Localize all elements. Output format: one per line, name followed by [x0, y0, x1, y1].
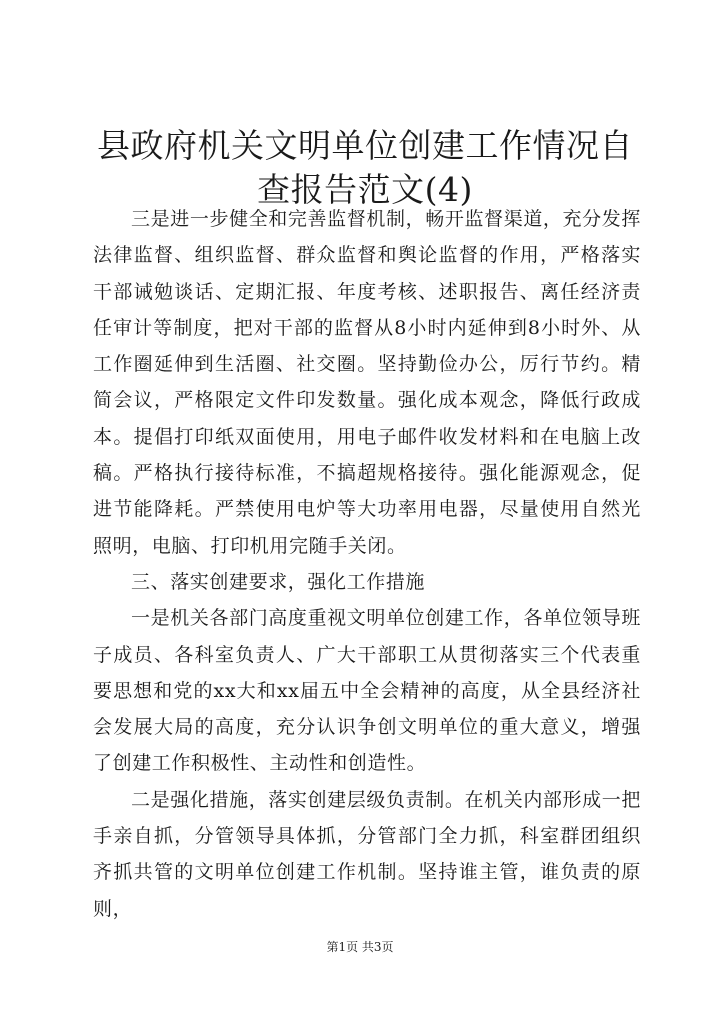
paragraph-supervision: 三是进一步健全和完善监督机制，畅开监督渠道，充分发挥法律监督、组织监督、群众监督和舆论监督的作用，严格落实干部诫勉谈话、定期汇报、年度考核、述职报告、离任经济责任审计等制度，把对干部的监督从8小时内延伸到8小时外、从工作圈延伸到生活圈、社交圈。坚持勤俭办公，厉行节约。精简会议，严格限定文件印发数量。强化成本观念，降低行政成本。提倡打印纸双面使用，用电子邮件收发材料和在电脑上改稿。严格执行接待标准，不搞超规格接待。强化能源观念，促进节能降耗。严禁使用电炉等大功率用电器，尽量使用自然光照明，电脑、打印机用完随手关闭。 — [93, 208, 641, 557]
document-body — [93, 201, 641, 927]
section-heading: 三、落实创建要求，强化工作措施 — [131, 570, 426, 593]
page-number: 第1页 共3页 — [326, 940, 394, 954]
paragraph-measures: 二是强化措施，落实创建层级负责制。在机关内部形成一把手亲自抓，分管领导具体抓，分管部门全力抓，科室群团组织齐抓共管的文明单位创建工作机制。坚持谁主管，谁负责的原则， — [93, 788, 641, 920]
document-title: 县政府机关文明单位创建工作情况自查报告范文(4) — [97, 126, 633, 209]
paragraph-departments: 一是机关各部门高度重视文明单位创建工作，各单位领导班子成员、各科室负责人、广大干部职工从贯彻落实三个代表重要思想和党的xx大和xx届五中全会精神的高度，从全县经济社会发展大局的高度，充分认识争创文明单位的重大意义，增强了创建工作积极性、主动性和创造性。 — [93, 607, 641, 775]
